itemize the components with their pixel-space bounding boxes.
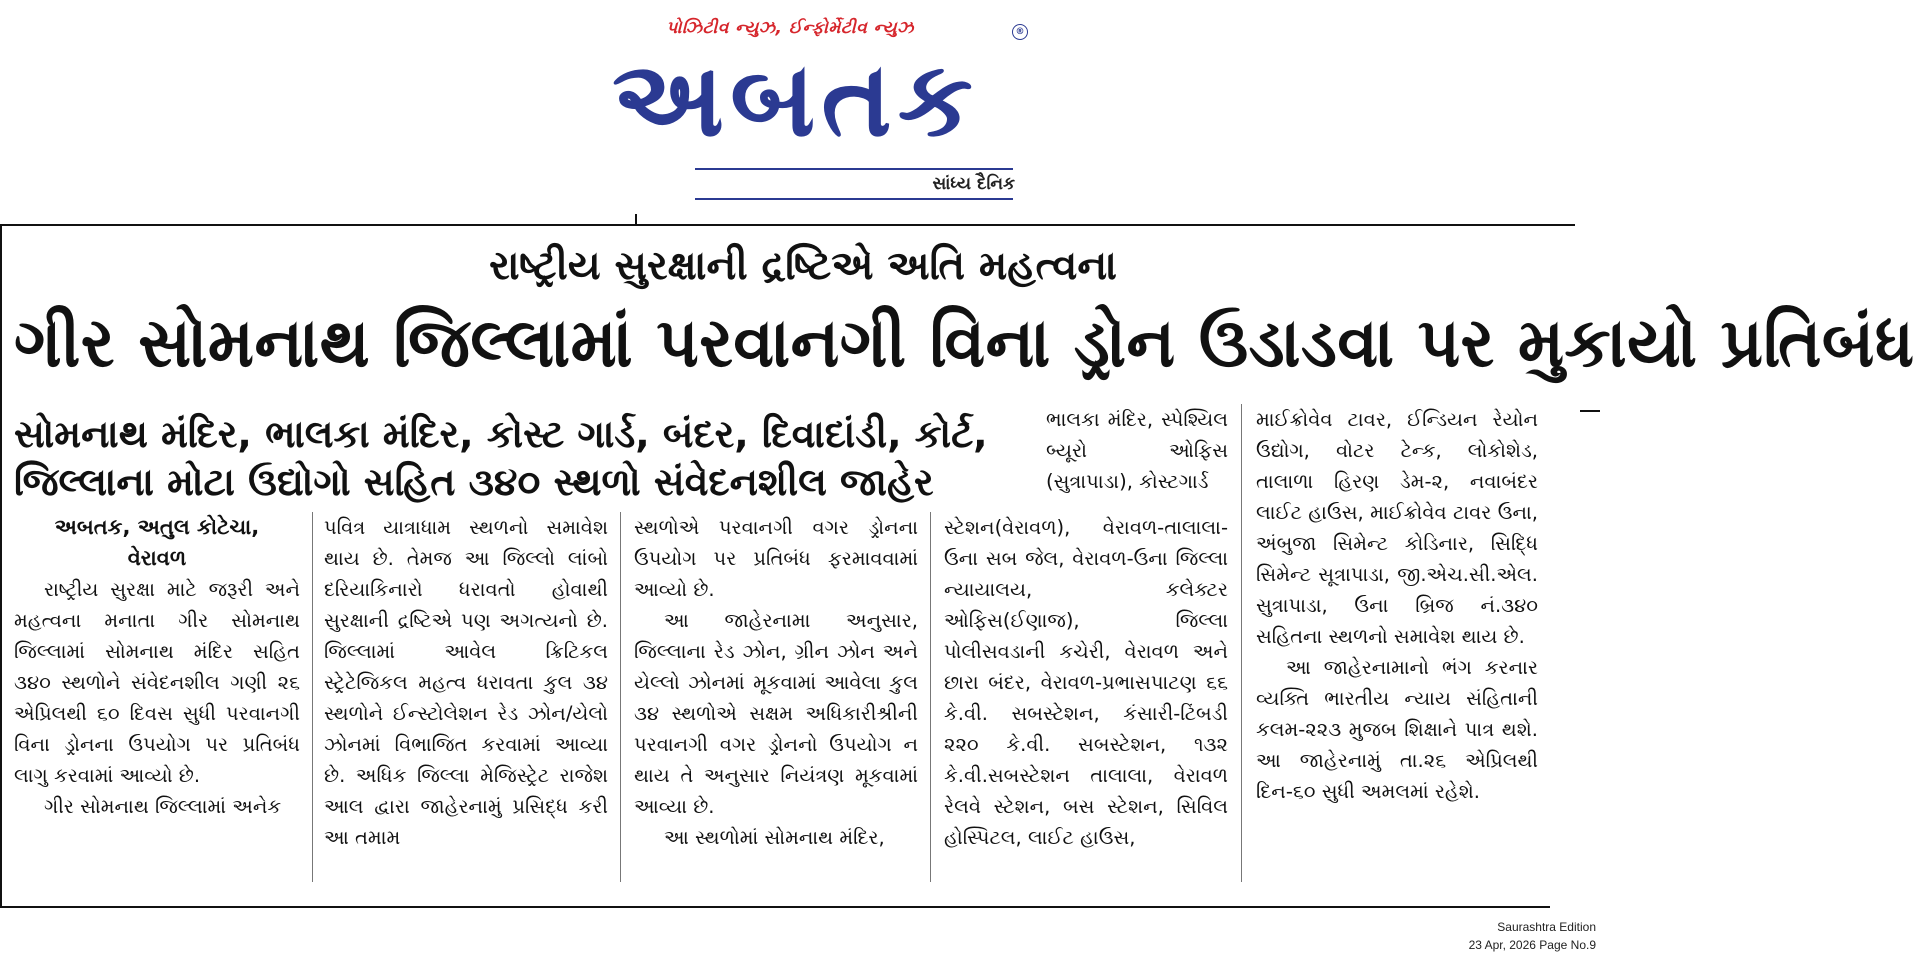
- paragraph: માઈક્રોવેવ ટાવર, ઈન્ડિયન રેયોન ઉદ્યોગ, વોટર ટેન્ક, લોકોશેડ, તાલાળા હિરણ ડેમ-૨, નવાબંદર લાઈટ હાઉસ, માઈક્રોવેવ ટાવર ઉના, અંબુજા સિમેન્ટ કોડિનાર, સિદ્ધિ સિમેન્ટ સૂત્રાપાડા, જી.એચ.સી.એલ. સુત્રાપાડા, ઉના બ્રિજ નં.૩૪૦ સહિતના સ્થળનો સમાવેશ થાય છે.: [1256, 408, 1538, 648]
- crop-mark-top: [635, 214, 637, 224]
- byline: [14, 512, 300, 574]
- paragraph: આ જાહેરનામાનો ભંગ કરનાર વ્યક્તિ ભારતીય ન્યાય સંહિતાની કલમ-૨૨૩ મુજબ શિક્ષાને પાત્ર થશે. આ જાહેરનામું તા.૨૬ એપ્રિલથી દિન-૬૦ સુધી અમલમાં રહેશે.: [1256, 656, 1538, 803]
- byline-place: વેરાવળ: [127, 546, 187, 570]
- edition-info: [1469, 918, 1596, 954]
- logo-rule-bottom: [695, 198, 1013, 200]
- article-deck: [14, 410, 1044, 506]
- frame-left-rule: [0, 224, 2, 908]
- article-column-2: [324, 512, 608, 853]
- logo-rule: [695, 168, 1013, 170]
- paragraph: આ જાહેરનામા અનુસાર, જિલ્લાના રેડ ઝોન, ગ્રીન ઝોન અને યેલ્લો ઝોનમાં મૂકવામાં આવેલા કુલ ૩૪ સ્થળોએ સક્ષમ અધિકારીશ્રીની પરવાનગી વગર ડ્રોનનો ઉપયોગ ન થાય તે અનુસાર નિયંત્રણ મૂકવામાં આવ્યા છે.: [634, 609, 918, 818]
- registered-mark-icon: ®: [1012, 24, 1028, 40]
- paragraph: સ્થળોએ પરવાનગી વગર ડ્રોનના ઉપયોગ પર પ્રતિબંધ ફરમાવવામાં આવ્યો છે.: [634, 516, 918, 601]
- masthead: [0, 0, 1606, 205]
- column-divider: [1241, 404, 1242, 882]
- masthead-tagline: પોઝિટીવ ન્યુઝ, ઈન્ફોર્મેટીવ ન્યુઝ: [666, 18, 914, 38]
- article-column-3: [634, 512, 918, 853]
- article-column-4: [944, 512, 1228, 853]
- frame-top-rule: [0, 224, 1575, 226]
- edition-date-page: 23 Apr, 2026 Page No.9: [1468, 938, 1596, 952]
- article-headline: ગીર સોમનાથ જિલ્લામાં પરવાનગી વિના ડ્રોન ઉડાડવા પર મુકાયો પ્રતિબંધ: [14, 304, 1915, 383]
- masthead-subtitle: સાંધ્ય દૈનિક: [932, 174, 1015, 194]
- newspaper-logo: અબતક: [612, 38, 979, 160]
- paragraph: સ્ટેશન(વેરાવળ), વેરાવળ-તાલાલા-ઉના સબ જેલ, વેરાવળ-ઉના જિલ્લા ન્યાયાલય, કલેક્ટર ઓફિસ(ઈણાજ), જિલ્લા પોલીસવડાની કચેરી, વેરાવળ અને છારા બંદર, વેરાવળ-પ્રભાસપાટણ ૬૬ કે.વી. સબસ્ટેશન, કંસારી-ટિંબડી ૨૨૦ કે.વી. સબસ્ટેશન, ૧૩૨ કે.વી.સબસ્ટેશન તાલાલા, વેરાવળ રેલવે સ્ટેશન, બસ સ્ટેશન, સિવિલ હોસ્પિટલ, લાઈટ હાઉસ,: [944, 516, 1228, 849]
- paragraph: પવિત્ર યાત્રાધામ સ્થળનો સમાવેશ થાય છે. તેમજ આ જિલ્લો લાંબો દરિયાકિનારો ધરાવતો હોવાથી સુરક્ષાની દ્રષ્ટિએ પણ અગત્યનો છે. જિલ્લામાં આવેલ ક્રિટિકલ સ્ટ્રેટેજિકલ મહત્વ ધરાવતા કુલ ૩૪ સ્થળોને ઈન્સ્ટોલેશન રેડ ઝોન/યેલો ઝોનમાં વિભાજિત કરવામાં આવ્યા છે. અધિક જિલ્લા મેજિસ્ટ્રેટ રાજેશ આલ દ્વારા જાહેરનામું પ્રસિદ્ધ કરી આ તમામ: [324, 516, 608, 849]
- crop-mark-right: [1580, 410, 1600, 412]
- article-kicker: રાષ્ટ્રીય સુરક્ષાની દ્રષ્ટિએ અતિ મહત્વના: [489, 243, 1117, 289]
- paragraph: રાષ્ટ્રીય સુરક્ષા માટે જરૂરી અને મહત્વના મનાતા ગીર સોમનાથ જિલ્લામાં સોમનાથ મંદિર સહિત ૩૪૦ સ્થળોને સંવેદનશીલ ગણી ૨૬ એપ્રિલથી ૬૦ દિવસ સુધી પરવાનગી વિના ડ્રોનના ઉપયોગ પર પ્રતિબંધ લાગુ કરવામાં આવ્યો છે.: [14, 578, 300, 787]
- article-column-1: [14, 512, 300, 822]
- paragraph: ગીર સોમનાથ જિલ્લામાં અનેક: [44, 795, 282, 818]
- paragraph: આ સ્થળોમાં સોમનાથ મંદિર,: [664, 826, 885, 849]
- paragraph: ભાલકા મંદિર, સ્પેશ્યિલ બ્યૂરો ઓફિસ (સુત્રાપાડા), કોસ્ટગાર્ડ: [1046, 408, 1228, 493]
- article-column-4-top: [1046, 404, 1228, 497]
- deck-line: જિલ્લાના મોટા ઉદ્યોગો સહિત ૩૪૦ સ્થળો સંવેદનશીલ જાહેર: [14, 460, 934, 504]
- column-divider: [930, 512, 931, 882]
- column-divider: [312, 512, 313, 882]
- article-column-5: [1256, 404, 1538, 807]
- column-divider: [620, 512, 621, 882]
- byline-author: અબતક, અતુલ કોટેચા,: [54, 515, 260, 539]
- edition-name: Saurashtra Edition: [1497, 920, 1596, 934]
- frame-bottom-rule: [0, 906, 1550, 908]
- deck-line: સોમનાથ મંદિર, ભાલકા મંદિર, કોસ્ટ ગાર્ડ, બંદર, દિવાદાંડી, કોર્ટ,: [14, 412, 988, 456]
